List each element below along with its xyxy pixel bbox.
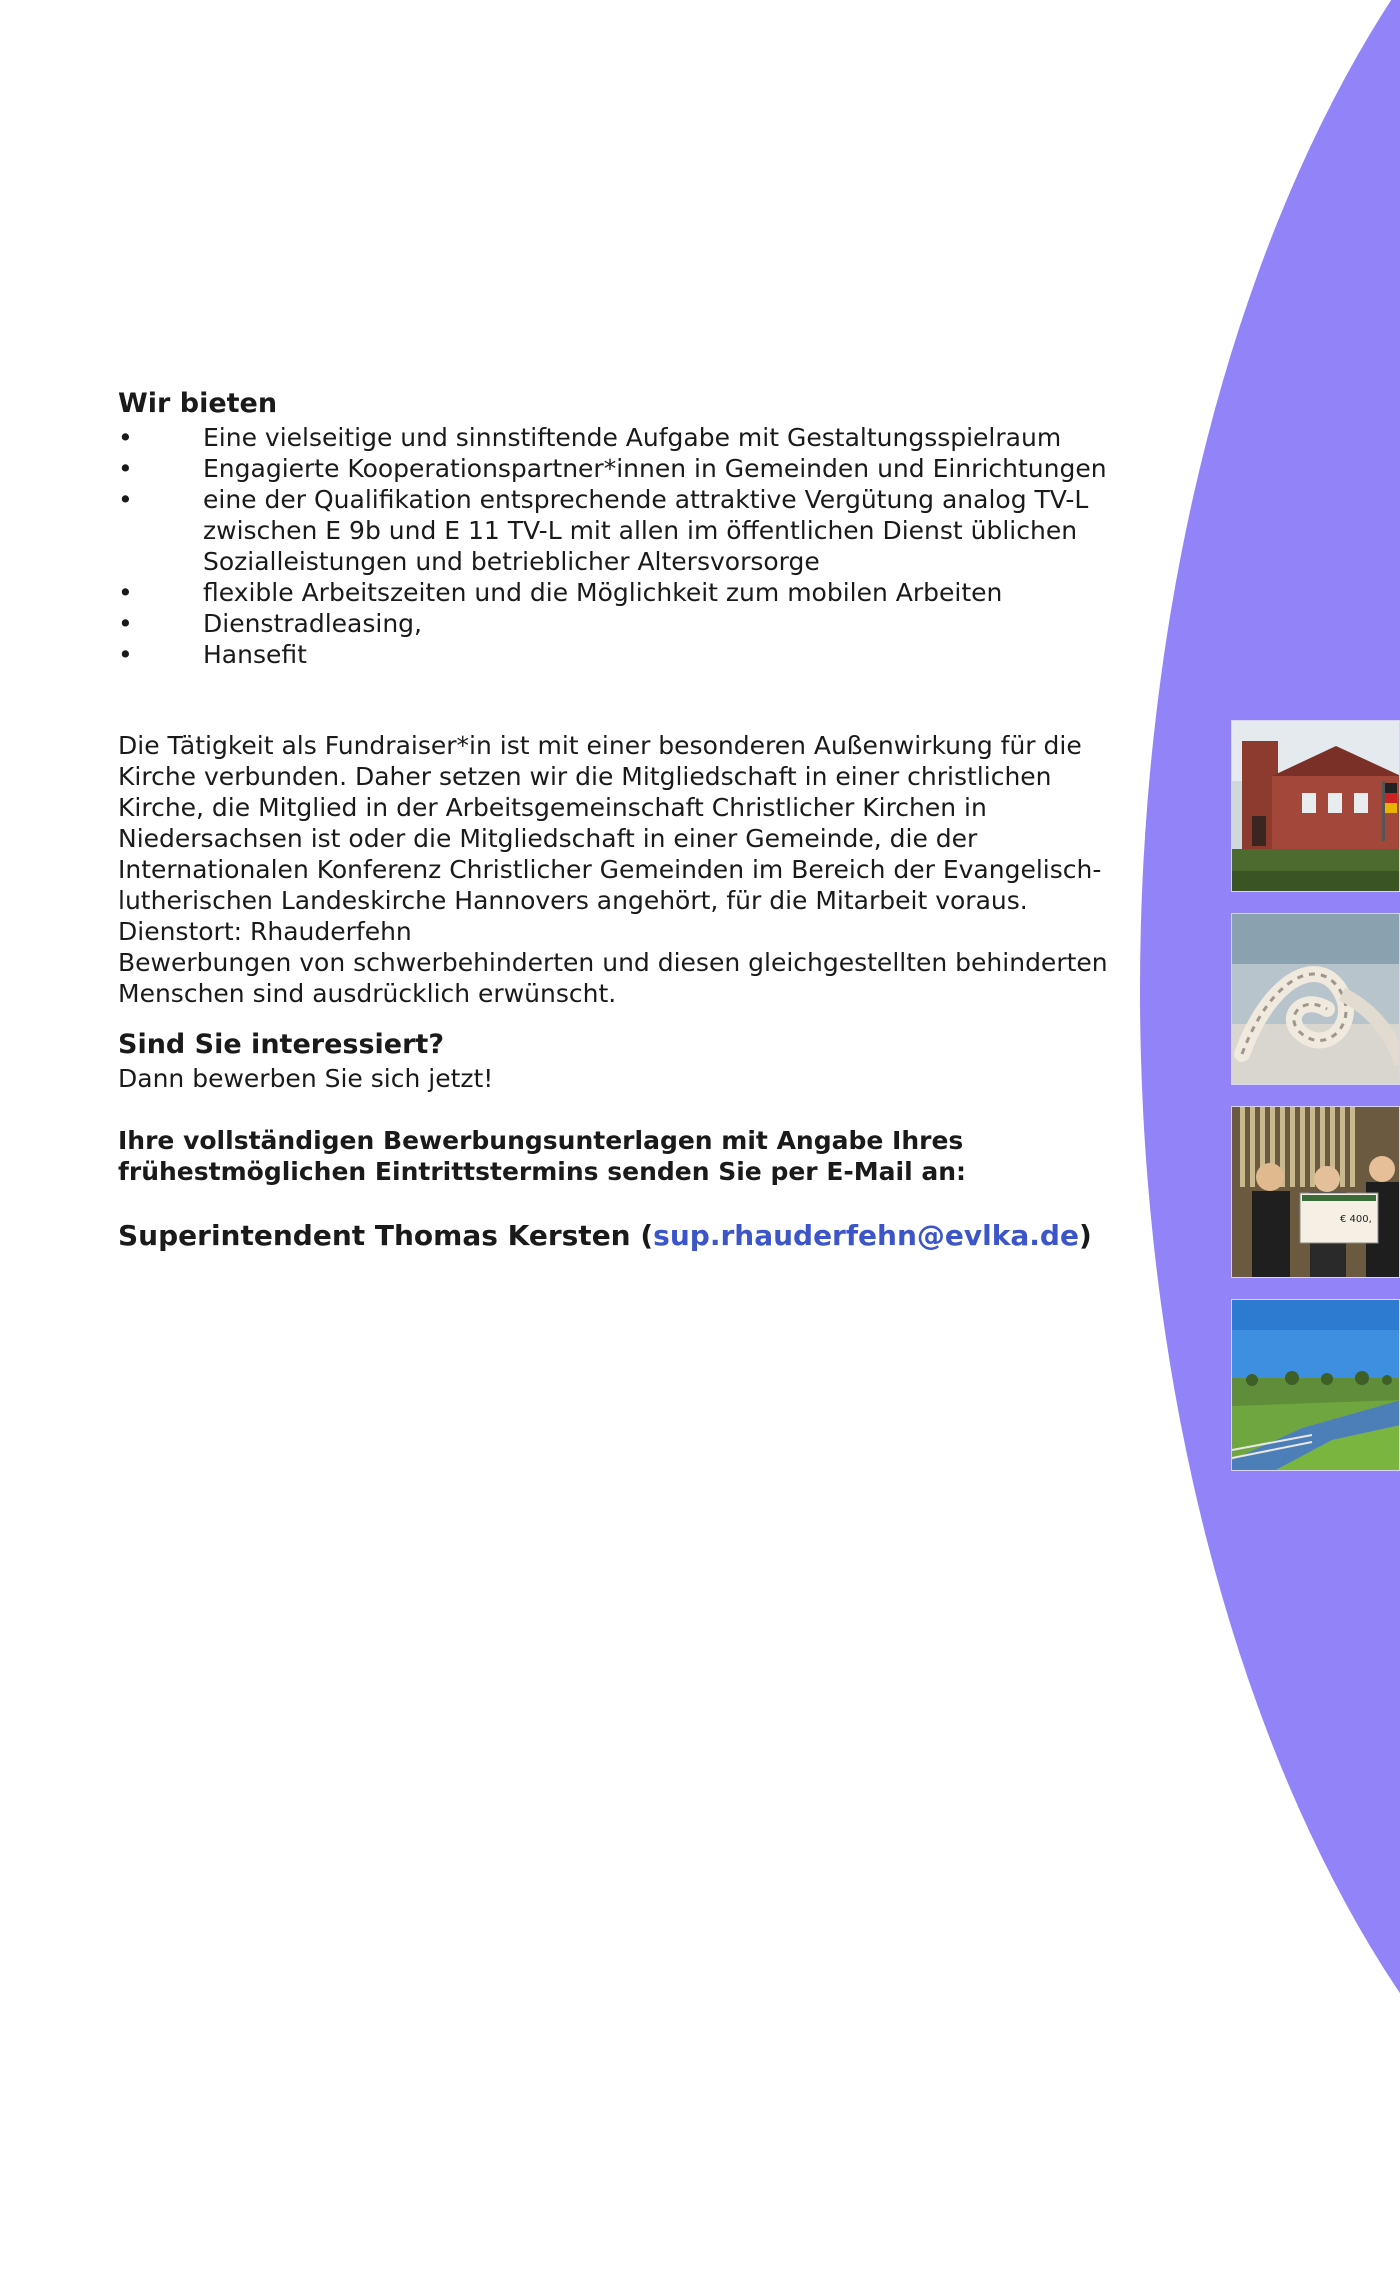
list-item-text: Hansefit [203, 640, 307, 669]
list-item [118, 608, 1138, 639]
contact-line [118, 1218, 1138, 1254]
rope-photo [1231, 913, 1400, 1085]
list-item-text: Engagierte Kooperationspartner*innen in Gemeinden und Einrichtungen [203, 454, 1107, 483]
main-content [118, 386, 1138, 1254]
location-text: Dienstort: Rhauderfehn [118, 917, 412, 946]
bullet-icon: • [118, 485, 133, 514]
landscape-photo-illustration [1232, 1300, 1400, 1471]
cheque-photo [1231, 1106, 1400, 1278]
list-item [118, 577, 1138, 608]
bullet-icon: • [118, 423, 133, 452]
inclusion-text: Bewerbungen von schwerbehinderten und diesen gleichgestellten behinderten Menschen sind ausdrücklich erwünscht. [118, 948, 1108, 1008]
cheque-photo-illustration [1232, 1107, 1400, 1278]
requirements-text: Die Tätigkeit als Fundraiser*in ist mit einer besonderen Außenwirkung für die Kirche verbunden. Daher setzen wir die Mitgliedschaft in einer christlichen Kirche, die Mitglied in der Arbeitsgemeinschaft Christlicher Kirchen in Niedersachsen ist oder die Mitgliedschaft in einer Gemeinde, die der Internationalen Konferenz Christlicher Gemeinden im Bereich der Evangelisch-lutherischen Landeskirche Hannovers angehört, für die Mitarbeit voraus. [118, 731, 1102, 915]
list-item [118, 453, 1138, 484]
list-item-text: flexible Arbeitszeiten und die Möglichkeit zum mobilen Arbeiten [203, 578, 1003, 607]
list-item-text: eine der Qualifikation entsprechende attraktive Vergütung analog TV-L zwischen E 9b und E 11 TV-L mit allen im öffentlichen Dienst üblichen Sozialleistungen und betrieblicher Altersvorsorge [203, 485, 1089, 576]
cta-heading: Sind Sie interessiert? [118, 1029, 444, 1060]
list-item [118, 484, 1138, 577]
close-paren: ) [1078, 1219, 1092, 1252]
offer-list [118, 422, 1138, 670]
bullet-icon: • [118, 609, 133, 638]
church-photo-illustration [1232, 721, 1400, 892]
bullet-icon: • [118, 640, 133, 669]
bullet-icon: • [118, 578, 133, 607]
church-photo [1231, 720, 1400, 892]
list-item [118, 639, 1138, 670]
cheque-amount: € 400, [1340, 1214, 1372, 1225]
cta-text: Dann bewerben Sie sich jetzt! [118, 1064, 494, 1093]
landscape-photo [1231, 1299, 1400, 1471]
list-item [118, 422, 1138, 453]
application-instructions: Ihre vollständigen Bewerbungsunterlagen mit Angabe Ihres frühestmöglichen Eintrittstermins senden Sie per E-Mail an: [118, 1126, 967, 1186]
contact-name: Superintendent Thomas Kersten [118, 1219, 631, 1252]
list-item-text: Eine vielseitige und sinnstiftende Aufgabe mit Gestaltungsspielraum [203, 423, 1062, 452]
offer-heading: Wir bieten [118, 388, 278, 419]
rope-photo-illustration [1232, 914, 1400, 1085]
list-item-text: Dienstradleasing, [203, 609, 422, 638]
bullet-icon: • [118, 454, 133, 483]
email-link[interactable]: sup.rhauderfehn@evlka.de [653, 1219, 1079, 1252]
open-paren: ( [630, 1219, 654, 1252]
